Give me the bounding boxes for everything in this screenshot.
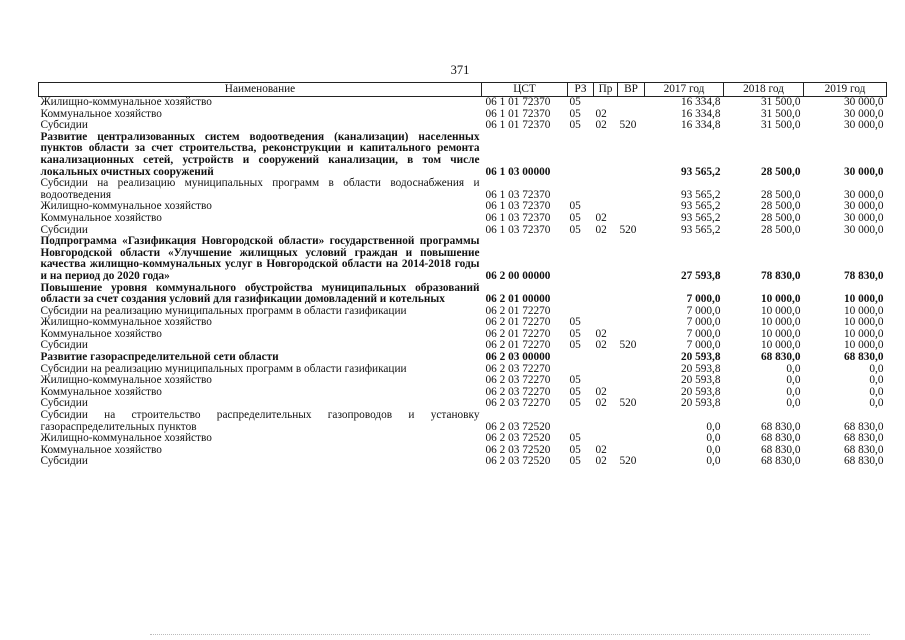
row-2018: 28 500,0 bbox=[760, 223, 801, 236]
header-pr: Пр bbox=[594, 83, 618, 97]
row-2019: 30 000,0 bbox=[843, 107, 884, 120]
row-vr bbox=[618, 236, 645, 282]
row-2017: 93 565,2 bbox=[680, 165, 721, 178]
row-2019: 30 000,0 bbox=[843, 188, 884, 201]
row-2019: 68 830,0 bbox=[843, 432, 884, 445]
row-2017: 0,0 bbox=[706, 420, 721, 433]
row-2019: 68 830,0 bbox=[843, 351, 884, 364]
row-rz bbox=[568, 132, 594, 178]
table-row bbox=[39, 445, 887, 457]
row-2019: 30 000,0 bbox=[843, 223, 884, 236]
row-name: Субсидии bbox=[40, 455, 88, 468]
row-cst: 06 1 03 72370 bbox=[485, 200, 551, 213]
row-cst: 06 2 03 72520 bbox=[485, 432, 551, 445]
row-pr: 02 bbox=[595, 455, 607, 468]
row-name: Коммунальное хозяйство bbox=[40, 443, 162, 456]
row-vr bbox=[618, 410, 645, 433]
table-row bbox=[39, 109, 887, 121]
row-2018: 68 830,0 bbox=[760, 432, 801, 445]
row-2017: 20 593,8 bbox=[680, 385, 721, 398]
row-2019: 0,0 bbox=[869, 362, 884, 375]
row-name: Повышение уровня коммунального обустройства муниципальных образований области за счет создания условий для газификации домовладений и котельных bbox=[40, 281, 480, 306]
row-pr: 02 bbox=[595, 339, 607, 352]
row-name: Развитие централизованных систем водоотведения (канализации) населенных пунктов области за счет строительства, реконструкции и капитального ремонта канализационных сетей, устройств и сооружений канализации, в том числе локальных очистных сооружений bbox=[40, 130, 480, 178]
row-2019: 30 000,0 bbox=[843, 165, 884, 178]
header-2018: 2018 год bbox=[724, 83, 804, 97]
row-cst: 06 2 03 72270 bbox=[485, 385, 551, 398]
row-cst: 06 2 03 72520 bbox=[485, 420, 551, 433]
row-2019: 10 000,0 bbox=[843, 339, 884, 352]
row-2019: 0,0 bbox=[869, 385, 884, 398]
table-row bbox=[39, 352, 887, 364]
row-name: Субсидии на реализацию муниципальных программ в области газификации bbox=[40, 304, 407, 317]
row-cst: 06 2 01 72270 bbox=[485, 339, 551, 352]
row-2017: 0,0 bbox=[706, 455, 721, 468]
row-vr: 520 bbox=[619, 455, 637, 468]
row-2018: 68 830,0 bbox=[760, 351, 801, 364]
row-rz: 05 bbox=[569, 211, 581, 224]
row-cst: 06 1 03 72370 bbox=[485, 188, 551, 201]
row-cst: 06 2 00 00000 bbox=[485, 269, 551, 282]
row-pr bbox=[594, 410, 618, 433]
row-pr bbox=[594, 236, 618, 282]
row-2017: 20 593,8 bbox=[680, 362, 721, 375]
row-rz: 05 bbox=[569, 316, 581, 329]
row-2019: 10 000,0 bbox=[843, 293, 884, 306]
row-2019: 10 000,0 bbox=[843, 316, 884, 329]
row-cst: 06 1 01 72370 bbox=[485, 96, 551, 108]
table-body bbox=[39, 97, 887, 469]
row-cst: 06 2 01 72270 bbox=[485, 304, 551, 317]
row-rz bbox=[568, 283, 594, 306]
row-2018: 68 830,0 bbox=[760, 443, 801, 456]
row-vr bbox=[618, 132, 645, 178]
row-name: Субсидии bbox=[40, 223, 88, 236]
row-2019: 30 000,0 bbox=[843, 211, 884, 224]
row-rz: 05 bbox=[569, 443, 581, 456]
row-cst: 06 1 03 00000 bbox=[485, 165, 551, 178]
row-vr: 520 bbox=[619, 119, 637, 132]
table-header-row bbox=[39, 83, 887, 97]
row-vr bbox=[618, 178, 645, 201]
row-pr: 02 bbox=[595, 327, 607, 340]
row-vr bbox=[618, 213, 645, 225]
row-rz: 05 bbox=[569, 432, 581, 445]
row-name: Жилищно-коммунальное хозяйство bbox=[40, 200, 212, 213]
row-2018: 68 830,0 bbox=[760, 420, 801, 433]
row-name: Развитие газораспределительной сети области bbox=[40, 351, 279, 364]
row-2018: 31 500,0 bbox=[760, 107, 801, 120]
row-2018: 10 000,0 bbox=[760, 316, 801, 329]
row-2018: 68 830,0 bbox=[760, 455, 801, 468]
row-name: Субсидии bbox=[40, 119, 88, 132]
row-cst: 06 2 03 72520 bbox=[485, 443, 551, 456]
table-row bbox=[39, 213, 887, 225]
row-2018: 28 500,0 bbox=[760, 211, 801, 224]
header-2019: 2019 год bbox=[804, 83, 887, 97]
row-2017: 27 593,8 bbox=[680, 269, 721, 282]
row-pr: 02 bbox=[595, 443, 607, 456]
row-2019: 0,0 bbox=[869, 374, 884, 387]
row-name: Коммунальное хозяйство bbox=[40, 107, 162, 120]
row-vr: 520 bbox=[619, 339, 637, 352]
row-vr bbox=[618, 201, 645, 213]
row-2019: 10 000,0 bbox=[843, 304, 884, 317]
row-vr bbox=[618, 433, 645, 445]
row-rz bbox=[568, 410, 594, 433]
row-2017: 16 334,8 bbox=[680, 107, 721, 120]
row-2017: 7 000,0 bbox=[686, 304, 721, 317]
row-2019: 68 830,0 bbox=[843, 420, 884, 433]
row-vr bbox=[618, 352, 645, 364]
row-2017: 0,0 bbox=[706, 443, 721, 456]
table-row bbox=[39, 456, 887, 468]
row-cst: 06 1 01 72370 bbox=[485, 107, 551, 120]
row-2018: 31 500,0 bbox=[760, 96, 801, 108]
row-2018: 10 000,0 bbox=[760, 304, 801, 317]
row-2017: 93 565,2 bbox=[680, 211, 721, 224]
row-pr bbox=[594, 352, 618, 364]
row-cst: 06 2 03 72520 bbox=[485, 455, 551, 468]
scan-artifact-line bbox=[150, 634, 870, 636]
header-cst: ЦСТ bbox=[482, 83, 568, 97]
row-pr: 02 bbox=[595, 211, 607, 224]
row-rz: 05 bbox=[569, 397, 581, 410]
row-pr bbox=[594, 97, 618, 109]
row-2017: 7 000,0 bbox=[686, 293, 721, 306]
table-row bbox=[39, 410, 887, 433]
row-pr: 02 bbox=[595, 385, 607, 398]
row-rz: 05 bbox=[569, 385, 581, 398]
table-row bbox=[39, 283, 887, 306]
row-name: Коммунальное хозяйство bbox=[40, 327, 162, 340]
row-pr bbox=[594, 306, 618, 318]
table-row bbox=[39, 236, 887, 282]
row-vr bbox=[618, 97, 645, 109]
header-name: Наименование bbox=[39, 83, 482, 97]
row-name: Субсидии на строительство распределительных газопроводов и установку газораспределительных пунктов bbox=[40, 409, 480, 433]
row-2017: 20 593,8 bbox=[680, 351, 721, 364]
row-vr bbox=[618, 306, 645, 318]
row-name: Субсидии на реализацию муниципальных программ в области водоснабжения и водоотведения bbox=[40, 177, 480, 201]
row-2019: 30 000,0 bbox=[843, 200, 884, 213]
row-pr: 02 bbox=[595, 223, 607, 236]
table-row bbox=[39, 387, 887, 399]
row-rz: 05 bbox=[569, 200, 581, 213]
row-rz bbox=[568, 178, 594, 201]
row-rz: 05 bbox=[569, 107, 581, 120]
row-cst: 06 2 01 00000 bbox=[485, 293, 551, 306]
row-2018: 28 500,0 bbox=[760, 188, 801, 201]
row-2018: 0,0 bbox=[786, 397, 801, 410]
header-2017: 2017 год bbox=[645, 83, 724, 97]
row-name: Коммунальное хозяйство bbox=[40, 211, 162, 224]
row-rz: 05 bbox=[569, 119, 581, 132]
table-row bbox=[39, 132, 887, 178]
table-row bbox=[39, 97, 887, 109]
row-cst: 06 1 01 72370 bbox=[485, 119, 551, 132]
row-2019: 0,0 bbox=[869, 397, 884, 410]
row-cst: 06 2 01 72270 bbox=[485, 327, 551, 340]
row-pr: 02 bbox=[595, 107, 607, 120]
row-2018: 10 000,0 bbox=[760, 339, 801, 352]
row-2017: 16 334,8 bbox=[680, 96, 721, 108]
row-rz: 05 bbox=[569, 327, 581, 340]
row-vr bbox=[618, 317, 645, 329]
row-cst: 06 2 01 72270 bbox=[485, 316, 551, 329]
row-2019: 78 830,0 bbox=[843, 269, 884, 282]
row-vr bbox=[618, 283, 645, 306]
row-2018: 0,0 bbox=[786, 362, 801, 375]
row-rz bbox=[568, 236, 594, 282]
row-pr bbox=[594, 283, 618, 306]
row-pr: 02 bbox=[595, 119, 607, 132]
row-2017: 7 000,0 bbox=[686, 339, 721, 352]
row-2018: 0,0 bbox=[786, 385, 801, 398]
row-2018: 78 830,0 bbox=[760, 269, 801, 282]
row-pr: 02 bbox=[595, 397, 607, 410]
row-2018: 28 500,0 bbox=[760, 165, 801, 178]
row-name: Субсидии на реализацию муниципальных программ в области газификации bbox=[40, 362, 407, 375]
row-2017: 7 000,0 bbox=[686, 327, 721, 340]
row-pr bbox=[594, 364, 618, 376]
header-vr: ВР bbox=[618, 83, 645, 97]
row-name: Подпрограмма «Газификация Новгородской области» государственной программы Новгородской области «Улучшение жилищных условий граждан и повышение качества жилищно-коммунальных услуг в Новгородской области на 2014-2018 годы и на период до 2020 года» bbox=[40, 235, 480, 282]
row-rz: 05 bbox=[569, 455, 581, 468]
row-name: Субсидии bbox=[40, 339, 88, 352]
row-cst: 06 2 03 72270 bbox=[485, 397, 551, 410]
row-cst: 06 2 03 72270 bbox=[485, 374, 551, 387]
row-2018: 31 500,0 bbox=[760, 119, 801, 132]
row-vr bbox=[618, 375, 645, 387]
row-name: Жилищно-коммунальное хозяйство bbox=[40, 374, 212, 387]
row-2017: 7 000,0 bbox=[686, 316, 721, 329]
row-name: Коммунальное хозяйство bbox=[40, 385, 162, 398]
row-cst: 06 1 03 72370 bbox=[485, 223, 551, 236]
row-name: Жилищно-коммунальное хозяйство bbox=[40, 316, 212, 329]
table-row bbox=[39, 329, 887, 341]
row-2019: 68 830,0 bbox=[843, 455, 884, 468]
row-2017: 20 593,8 bbox=[680, 374, 721, 387]
table-row bbox=[39, 201, 887, 213]
row-2017: 93 565,2 bbox=[680, 223, 721, 236]
row-rz: 05 bbox=[569, 223, 581, 236]
row-rz: 05 bbox=[569, 339, 581, 352]
row-rz: 05 bbox=[569, 96, 581, 108]
header-rz: РЗ bbox=[568, 83, 594, 97]
row-2018: 10 000,0 bbox=[760, 293, 801, 306]
row-2019: 30 000,0 bbox=[843, 96, 884, 108]
row-2018: 28 500,0 bbox=[760, 200, 801, 213]
row-2017: 20 593,8 bbox=[680, 397, 721, 410]
table-row bbox=[39, 317, 887, 329]
row-2018: 10 000,0 bbox=[760, 327, 801, 340]
row-2019: 68 830,0 bbox=[843, 443, 884, 456]
row-2017: 16 334,8 bbox=[680, 119, 721, 132]
row-rz: 05 bbox=[569, 374, 581, 387]
row-2017: 93 565,2 bbox=[680, 200, 721, 213]
row-rz bbox=[568, 352, 594, 364]
row-name: Жилищно-коммунальное хозяйство bbox=[40, 432, 212, 445]
table-row bbox=[39, 178, 887, 201]
row-2019: 30 000,0 bbox=[843, 119, 884, 132]
row-cst: 06 2 03 00000 bbox=[485, 351, 551, 364]
row-2017: 0,0 bbox=[706, 432, 721, 445]
row-pr bbox=[594, 178, 618, 201]
row-pr bbox=[594, 132, 618, 178]
row-cst: 06 2 03 72270 bbox=[485, 362, 551, 375]
row-cst: 06 1 03 72370 bbox=[485, 211, 551, 224]
table-row bbox=[39, 375, 887, 387]
row-vr: 520 bbox=[619, 223, 637, 236]
row-vr bbox=[618, 364, 645, 376]
row-2018: 0,0 bbox=[786, 374, 801, 387]
row-name: Субсидии bbox=[40, 397, 88, 410]
table-row bbox=[39, 433, 887, 445]
row-2019: 10 000,0 bbox=[843, 327, 884, 340]
row-name: Жилищно-коммунальное хозяйство bbox=[40, 96, 212, 108]
budget-table bbox=[38, 82, 887, 468]
row-vr: 520 bbox=[619, 397, 637, 410]
row-2017: 93 565,2 bbox=[680, 188, 721, 201]
page-number: 371 bbox=[450, 63, 470, 77]
